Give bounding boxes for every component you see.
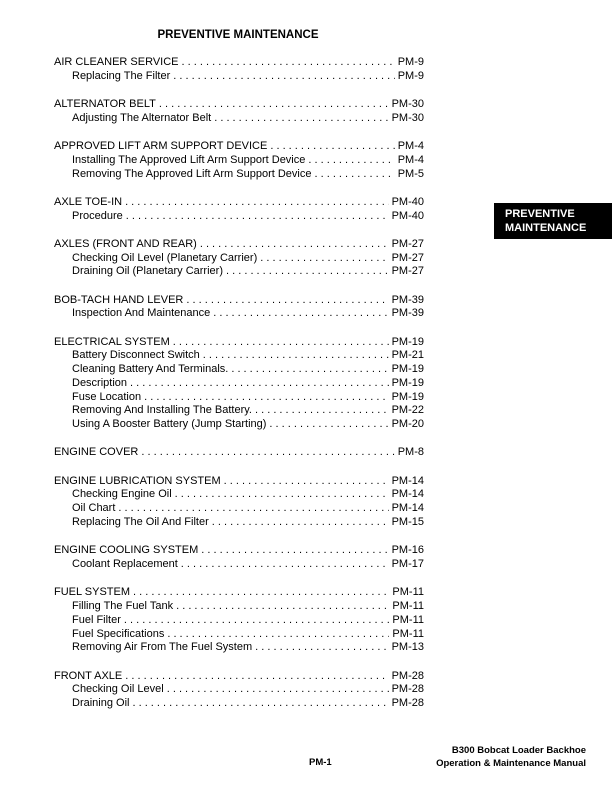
toc-dot-leader (173, 70, 394, 84)
toc-entry-page: PM-27 (391, 251, 424, 264)
toc-dot-leader (186, 294, 388, 308)
toc-entry-page: PM-14 (391, 488, 424, 501)
toc-entry[interactable] (54, 628, 424, 642)
toc-dot-leader (159, 98, 389, 112)
toc-entry-page: PM-4 (397, 139, 424, 152)
toc-entry-page: PM-11 (392, 586, 424, 599)
toc-entry-page: PM-17 (391, 558, 424, 571)
toc-entry[interactable] (54, 600, 424, 614)
toc-entry-label: Installing The Approved Lift Arm Support Device (72, 153, 306, 166)
toc-section (54, 98, 424, 126)
toc-entry-page: PM-14 (391, 474, 424, 487)
toc-entry-label: Description (72, 376, 128, 389)
toc-section-heading[interactable] (54, 336, 424, 350)
toc-entry-page: PM-28 (391, 669, 424, 682)
toc-entry-label: Procedure (72, 209, 123, 222)
toc-section-heading[interactable] (54, 475, 424, 489)
toc-entry-page: PM-30 (391, 111, 424, 124)
toc-entry-label: Checking Oil Level (72, 683, 164, 696)
toc-entry-label: BOB-TACH HAND LEVER (54, 293, 184, 306)
toc-entry[interactable] (54, 641, 424, 655)
toc-dot-leader (182, 56, 395, 70)
toc-section-heading[interactable] (54, 140, 424, 154)
toc-dot-leader (175, 488, 389, 502)
toc-entry[interactable] (54, 418, 424, 432)
toc-section (54, 294, 424, 322)
toc-dot-leader (226, 265, 389, 279)
toc-entry-page: PM-19 (391, 376, 424, 389)
toc-section-heading[interactable] (54, 98, 424, 112)
footer-page-number: PM-1 (309, 757, 332, 768)
toc-entry[interactable] (54, 252, 424, 266)
toc-entry-label: Removing Air From The Fuel System (72, 641, 253, 654)
toc-dot-leader (214, 112, 388, 126)
toc-entry-page: PM-40 (391, 195, 424, 208)
toc-entry[interactable] (54, 363, 424, 377)
toc-entry-page: PM-19 (391, 335, 424, 348)
toc-entry-label: ENGINE COOLING SYSTEM (54, 544, 199, 557)
toc-entry-page: PM-19 (391, 363, 424, 376)
toc-entry[interactable] (54, 349, 424, 363)
toc-entry-page: PM-39 (391, 293, 424, 306)
toc-dot-leader (255, 641, 388, 655)
toc-section (54, 140, 424, 181)
toc-dot-leader (144, 391, 388, 405)
toc-entry[interactable] (54, 265, 424, 279)
toc-dot-leader (126, 210, 389, 224)
toc-entry-label: Using A Booster Battery (Jump Starting) (72, 418, 267, 431)
toc-entry[interactable] (54, 307, 424, 321)
toc-entry-page: PM-28 (391, 697, 424, 710)
toc-dot-leader (125, 196, 389, 210)
toc-entry-page: PM-27 (391, 237, 424, 250)
toc-dot-leader (176, 600, 389, 614)
toc-dot-leader (118, 502, 388, 516)
toc-section (54, 670, 424, 711)
toc-dot-leader (124, 614, 390, 628)
toc-entry-page: PM-16 (391, 544, 424, 557)
toc-section (54, 196, 424, 224)
toc-entry-page: PM-40 (391, 209, 424, 222)
toc-entry-label: Removing The Approved Lift Arm Support Device (72, 167, 312, 180)
toc-entry-label: Cleaning Battery And Terminals. (72, 363, 229, 376)
toc-dot-leader (133, 586, 389, 600)
toc-dot-leader (255, 404, 389, 418)
footer-manual-title (436, 744, 586, 770)
toc-dot-leader (260, 252, 388, 266)
page-title: PREVENTIVE MAINTENANCE (157, 29, 319, 41)
toc-entry-label: Filling The Fuel Tank (72, 600, 174, 613)
toc-entry[interactable] (54, 154, 424, 168)
footer-manual-line2: Operation & Maintenance Manual (436, 758, 586, 769)
toc-entry-page: PM-22 (391, 404, 424, 417)
toc-entry-page: PM-20 (391, 418, 424, 431)
toc-entry-label: Draining Oil (72, 697, 130, 710)
toc-entry-page: PM-11 (392, 627, 424, 640)
toc-section-heading[interactable] (54, 196, 424, 210)
toc-entry-label: Fuel Specifications (72, 627, 165, 640)
toc-section (54, 544, 424, 572)
toc-section-heading[interactable] (54, 586, 424, 600)
section-tab (494, 203, 612, 239)
toc-entry-label: Adjusting The Alternator Belt (72, 111, 212, 124)
toc-entry-page: PM-14 (391, 502, 424, 515)
toc-dot-leader (141, 446, 394, 460)
toc-entry-page: PM-4 (397, 153, 424, 166)
toc-entry-page: PM-27 (391, 265, 424, 278)
toc-entry-label: ENGINE LUBRICATION SYSTEM (54, 474, 221, 487)
toc-section-heading[interactable] (54, 446, 424, 460)
toc-entry-page: PM-19 (391, 390, 424, 403)
toc-section (54, 238, 424, 279)
toc-entry-page: PM-21 (391, 349, 424, 362)
toc-entry-page: PM-11 (392, 600, 424, 613)
toc-entry-page: PM-8 (397, 446, 424, 459)
toc-entry-label: ELECTRICAL SYSTEM (54, 335, 170, 348)
toc-entry[interactable] (54, 70, 424, 84)
toc-entry-page: PM-9 (397, 56, 424, 68)
toc-section-heading[interactable] (54, 544, 424, 558)
toc-entry[interactable] (54, 558, 424, 572)
toc-entry-label: Draining Oil (Planetary Carrier) (72, 265, 223, 278)
toc-section (54, 586, 424, 655)
toc-entry-label: FUEL SYSTEM (54, 586, 130, 599)
toc-dot-leader (167, 628, 389, 642)
toc-entry-label: ALTERNATOR BELT (54, 97, 156, 110)
toc-entry[interactable] (54, 168, 424, 182)
footer-manual-line1: B300 Bobcat Loader Backhoe (451, 745, 586, 756)
toc-entry[interactable] (54, 614, 424, 628)
toc-entry-page: PM-5 (397, 167, 424, 180)
toc-entry-label: Battery Disconnect Switch (72, 349, 200, 362)
toc-section (54, 475, 424, 530)
toc-dot-leader (125, 670, 388, 684)
toc-entry[interactable] (54, 488, 424, 502)
table-of-contents (54, 56, 424, 725)
toc-entry-page: PM-39 (391, 307, 424, 320)
toc-dot-leader (231, 363, 388, 377)
toc-entry-label: Replacing The Filter (72, 69, 171, 82)
toc-dot-leader (167, 683, 389, 697)
toc-entry-label: Coolant Replacement (72, 558, 178, 571)
toc-entry-label: FRONT AXLE (54, 669, 123, 682)
toc-entry[interactable] (54, 391, 424, 405)
toc-entry[interactable] (54, 377, 424, 391)
toc-entry-label: Replacing The Oil And Filter (72, 516, 209, 529)
toc-entry-page: PM-13 (391, 641, 424, 654)
toc-section-heading[interactable] (54, 294, 424, 308)
toc-entry-page: PM-9 (397, 69, 424, 82)
toc-entry-page: PM-30 (391, 97, 424, 110)
toc-dot-leader (132, 697, 388, 711)
toc-entry[interactable] (54, 112, 424, 126)
toc-entry-label: Removing And Installing The Battery. (72, 404, 252, 417)
toc-entry-label: AXLE TOE-IN (54, 195, 123, 208)
toc-section-heading[interactable] (54, 670, 424, 684)
toc-dot-leader (212, 516, 389, 530)
toc-dot-leader (269, 418, 388, 432)
toc-dot-leader (173, 336, 389, 350)
section-tab-line2: MAINTENANCE (505, 222, 587, 234)
toc-section (54, 56, 424, 84)
toc-entry-page: PM-11 (392, 613, 424, 626)
toc-entry-page: PM-28 (391, 683, 424, 696)
toc-dot-leader (203, 349, 389, 363)
toc-dot-leader (200, 238, 389, 252)
toc-entry-label: Checking Oil Level (Planetary Carrier) (72, 251, 258, 264)
toc-dot-leader (181, 558, 389, 572)
toc-dot-leader (270, 140, 394, 154)
toc-dot-leader (130, 377, 389, 391)
toc-entry[interactable] (54, 404, 424, 418)
toc-section-heading[interactable] (54, 56, 424, 70)
toc-entry-label: Fuel Filter (72, 613, 121, 626)
toc-dot-leader (201, 544, 388, 558)
toc-entry[interactable] (54, 697, 424, 711)
toc-section (54, 336, 424, 433)
toc-entry-label: Inspection And Maintenance (72, 307, 211, 320)
toc-entry[interactable] (54, 683, 424, 697)
toc-entry-label: Oil Chart (72, 502, 116, 515)
toc-entry-label: AXLES (FRONT AND REAR) (54, 237, 197, 250)
toc-entry[interactable] (54, 210, 424, 224)
toc-entry[interactable] (54, 516, 424, 530)
toc-dot-leader (314, 168, 394, 182)
toc-dot-leader (224, 475, 389, 489)
toc-section (54, 446, 424, 460)
toc-section-heading[interactable] (54, 238, 424, 252)
toc-entry[interactable] (54, 502, 424, 516)
toc-dot-leader (213, 307, 388, 321)
toc-entry-label: APPROVED LIFT ARM SUPPORT DEVICE (54, 139, 268, 152)
toc-entry-label: Fuse Location (72, 390, 142, 403)
toc-entry-label: AIR CLEANER SERVICE (54, 56, 179, 68)
toc-entry-page: PM-15 (391, 516, 424, 529)
toc-dot-leader (308, 154, 394, 168)
toc-entry-label: Checking Engine Oil (72, 488, 172, 501)
toc-entry-label: ENGINE COVER (54, 446, 139, 459)
section-tab-line1: PREVENTIVE (505, 208, 575, 220)
